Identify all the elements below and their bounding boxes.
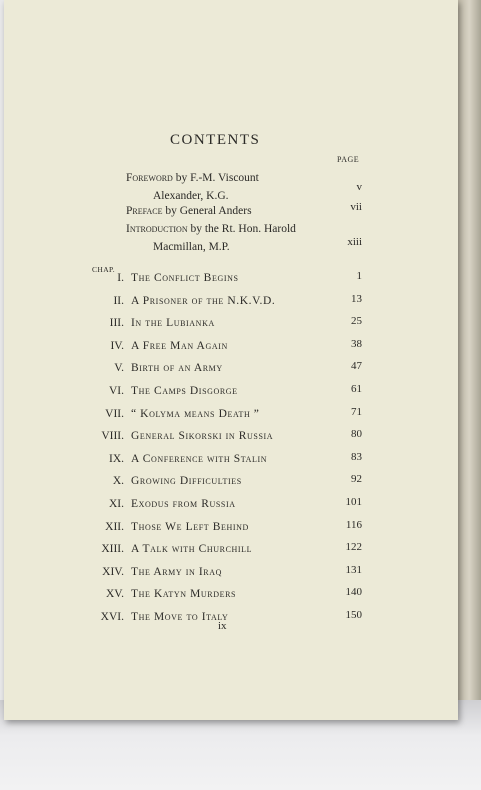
front-matter-continuation: Alexander, K.G. [153,190,229,202]
front-matter-preface [126,205,252,217]
front-matter-rest: by General Anders [162,205,252,217]
chapter-page: 116 [345,519,362,531]
contents-title: CONTENTS [170,132,261,148]
front-matter-rest: by the Rt. Hon. Harold [187,223,296,235]
chapter-page: 131 [345,564,362,576]
chapter-title: A Talk with Churchill [131,543,253,555]
chapter-page: 122 [345,541,362,553]
chapter-number-text: XIV. [102,566,124,578]
chapter-title: The Army in Iraq [131,566,222,578]
front-matter-page: v [356,181,362,193]
chapter-number-text: IV. [110,340,124,352]
chapter-page: 25 [351,315,362,327]
page-column-heading: PAGE [337,155,360,164]
chapter-title: The Conflict Begins [131,272,239,284]
chapter-page: 101 [345,496,362,508]
chapter-title: A Free Man Again [131,340,228,352]
chapter-title: The Camps Disgorge [131,385,238,397]
chapter-page: 61 [351,383,362,395]
front-matter-lead: Foreword [126,172,173,184]
chapter-page: 38 [351,338,362,350]
page-folio: ix [218,620,227,632]
chapter-number-text: V. [114,362,124,374]
chapter-page: 71 [351,406,362,418]
chapter-title: Exodus from Russia [131,498,236,510]
chapter-page: 47 [351,360,362,372]
front-matter-rest: by F.-M. Viscount [172,172,259,184]
front-matter-foreword [126,172,259,184]
chapter-page: 80 [351,428,362,440]
chapter-column-heading: CHAP. [92,265,116,274]
chapter-title: In the Lubianka [131,317,215,329]
chapter-number-text: VII. [105,408,124,420]
chapter-title: The Move to Italy [131,611,229,623]
chapter-title: A Prisoner of the N.K.V.D. [131,295,276,307]
chapter-number-text: XIII. [101,543,124,555]
chapter-number-text: X. [112,475,124,487]
chapter-page: 150 [345,609,362,621]
chapter-page: 13 [351,293,362,305]
chapter-title: “ Kolyma means Death ” [131,408,260,420]
chapter-page: 92 [351,473,362,485]
chapter-number-text: IX. [108,453,124,465]
front-matter-page: xiii [347,236,362,248]
chapter-title: General Sikorski in Russia [131,430,274,442]
chapter-number-text: II. [113,295,124,307]
book-page [4,0,458,720]
chapter-title: Growing Difficulties [131,475,242,487]
chapter-title: Those We Left Behind [131,521,249,533]
chapter-number-text: XVI. [100,611,124,623]
chapter-page: 1 [356,270,362,282]
chapter-number-text: XI. [108,498,124,510]
chapter-number-text: XV. [105,588,124,600]
book-page-edges [458,0,481,712]
chapter-title: A Conference with Stalin [131,453,268,465]
front-matter-introduction [126,223,296,235]
chapter-page: 140 [345,586,362,598]
chapter-number-text: VI. [108,385,124,397]
front-matter-page: vii [350,201,362,213]
chapter-number-text: VIII. [101,430,124,442]
front-matter-lead: Introduction [126,223,188,235]
chapter-title: The Katyn Murders [131,588,237,600]
chapter-number-text: I. [117,272,124,284]
chapter-title: Birth of an Army [131,362,223,374]
chapter-page: 83 [351,451,362,463]
front-matter-lead: Preface [126,205,163,217]
front-matter-continuation: Macmillan, M.P. [153,241,230,253]
chapter-number-text: III. [109,317,124,329]
chapter-number-text: XII. [105,521,124,533]
